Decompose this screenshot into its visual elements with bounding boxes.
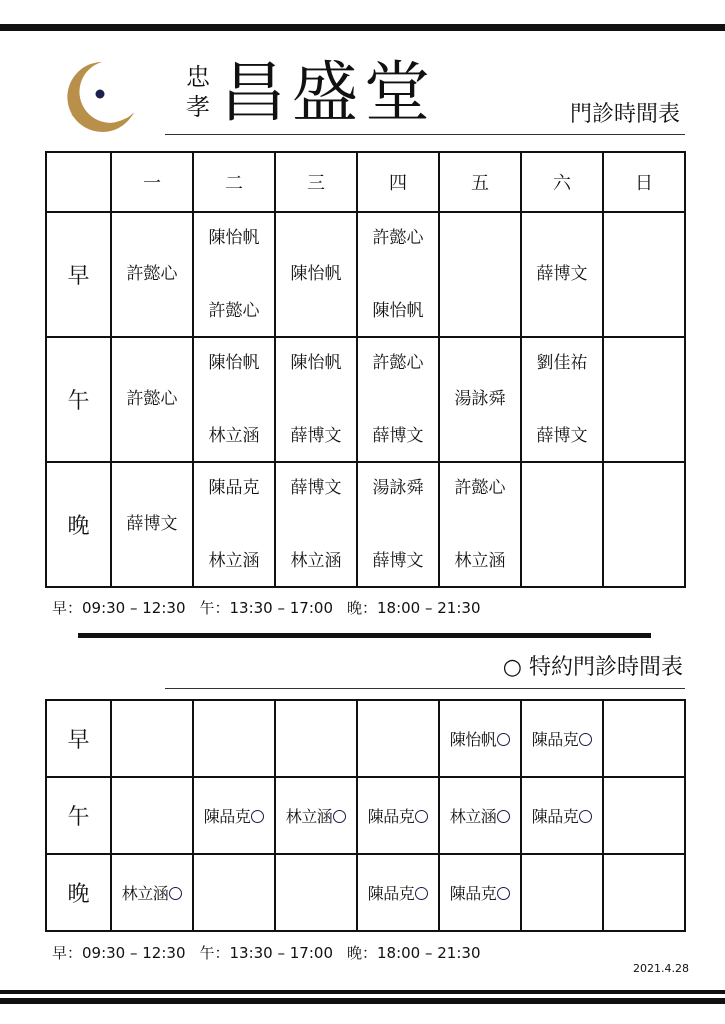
- doctor-name: 許懿心: [126, 264, 178, 284]
- brand-name: 昌盛堂: [220, 54, 436, 131]
- schedule-cell: [275, 212, 357, 337]
- special-cell: [275, 777, 357, 854]
- doctor-name: 陳怡帆: [208, 353, 260, 373]
- regular-hours-note: 早：09:30 – 12:30 午：13:30 – 17:00 晚：18:00 – 21:30: [52, 599, 481, 617]
- bottom-border-bar-2: [0, 998, 725, 1004]
- session-label: 早: [46, 212, 111, 337]
- doctor-name: 林立涵: [285, 807, 333, 826]
- special-cell: [521, 777, 603, 854]
- doctor-name: 許懿心: [208, 301, 260, 321]
- special-cell: [439, 777, 521, 854]
- special-cell: [193, 854, 275, 931]
- day-header: 三: [275, 152, 357, 212]
- day-header: 日: [603, 152, 685, 212]
- clinic-logo: [60, 56, 144, 140]
- doctor-name: 陳品克: [208, 478, 260, 498]
- schedule-cell: [111, 462, 193, 587]
- special-header-underline: [165, 688, 685, 689]
- circle-marker-icon: [497, 810, 510, 823]
- schedule-cell: [111, 337, 193, 462]
- special-cell: [439, 854, 521, 931]
- schedule-cell: [439, 212, 521, 337]
- circle-marker-icon: [415, 887, 428, 900]
- session-label: 晚: [46, 462, 111, 587]
- schedule-cell: [193, 337, 275, 462]
- schedule-cell: [603, 337, 685, 462]
- schedule-cell: [357, 337, 439, 462]
- schedule-cell: [357, 212, 439, 337]
- special-schedule-title: ○ 特約門診時間表: [502, 655, 683, 680]
- day-header: 四: [357, 152, 439, 212]
- circle-marker-icon: [497, 887, 510, 900]
- doctor-name: 林立涵: [449, 807, 497, 826]
- doctor-name: 薛博文: [290, 478, 342, 498]
- circle-marker-icon: [415, 810, 428, 823]
- doctor-name: 劉佳祐: [536, 353, 588, 373]
- doctor-name: 陳怡帆: [290, 353, 342, 373]
- special-cell: [111, 777, 193, 854]
- special-cell: [439, 700, 521, 777]
- special-row: [46, 854, 685, 931]
- session-label: 午: [46, 777, 111, 854]
- top-border-bar: [0, 24, 725, 31]
- schedule-cell: [521, 462, 603, 587]
- special-doctor: [450, 730, 511, 749]
- section-divider: [78, 633, 651, 638]
- circle-marker-icon: [579, 810, 592, 823]
- doctor-name: 林立涵: [208, 551, 260, 571]
- special-hours-note: 早：09:30 – 12:30 午：13:30 – 17:00 晚：18:00 – 21:30: [52, 944, 481, 962]
- schedule-row: [46, 462, 685, 587]
- schedule-cell: [111, 212, 193, 337]
- schedule-cell: [275, 337, 357, 462]
- header-underline: [165, 134, 685, 135]
- special-cell: [111, 700, 193, 777]
- session-label: 早: [46, 700, 111, 777]
- schedule-cell: [603, 462, 685, 587]
- special-doctor: [532, 730, 593, 749]
- regular-schedule-title: 門診時間表: [569, 102, 680, 127]
- schedule-cell: [193, 462, 275, 587]
- doctor-name: 許懿心: [372, 228, 424, 248]
- day-header: 二: [193, 152, 275, 212]
- doctor-name: 陳品克: [449, 884, 497, 903]
- special-cell: [521, 700, 603, 777]
- doctor-name: 許懿心: [126, 389, 178, 409]
- special-doctor: [122, 884, 183, 903]
- doctor-name: 湯詠舜: [372, 478, 424, 498]
- doctor-name: 林立涵: [290, 551, 342, 571]
- special-cell: [521, 854, 603, 931]
- special-cell: [193, 700, 275, 777]
- special-cell: [111, 854, 193, 931]
- schedule-row: [46, 337, 685, 462]
- doctor-name: 薛博文: [536, 264, 588, 284]
- special-cell: [357, 777, 439, 854]
- schedule-row: [46, 212, 685, 337]
- circle-marker-icon: [169, 887, 182, 900]
- day-header: 六: [521, 152, 603, 212]
- circle-marker-icon: [579, 733, 592, 746]
- doctor-name: 薛博文: [536, 426, 588, 446]
- special-row: [46, 777, 685, 854]
- doctor-name: 湯詠舜: [454, 389, 506, 409]
- special-cell: [357, 700, 439, 777]
- circle-marker-icon: [333, 810, 346, 823]
- special-doctor: [450, 807, 511, 826]
- doctor-name: 許懿心: [454, 478, 506, 498]
- issue-date: 2021.4.28: [633, 962, 689, 975]
- day-header: 一: [111, 152, 193, 212]
- schedule-cell: [521, 337, 603, 462]
- doctor-name: 陳怡帆: [290, 264, 342, 284]
- day-header-row: [46, 152, 685, 212]
- brand-prefix: 忠 孝: [186, 63, 210, 121]
- special-cell: [275, 854, 357, 931]
- schedule-cell: [603, 212, 685, 337]
- special-cell: [603, 854, 685, 931]
- special-doctor: [450, 884, 511, 903]
- special-schedule-table: [45, 699, 686, 932]
- session-label: 晚: [46, 854, 111, 931]
- special-cell: [357, 854, 439, 931]
- corner-cell: [46, 152, 111, 212]
- doctor-name: 林立涵: [208, 426, 260, 446]
- doctor-name: 陳品克: [531, 730, 579, 749]
- special-doctor: [368, 807, 429, 826]
- special-cell: [603, 700, 685, 777]
- doctor-name: 薛博文: [372, 551, 424, 571]
- session-label: 午: [46, 337, 111, 462]
- doctor-name: 陳怡帆: [208, 228, 260, 248]
- doctor-name: 薛博文: [290, 426, 342, 446]
- doctor-name: 陳品克: [367, 884, 415, 903]
- schedule-cell: [439, 337, 521, 462]
- doctor-name: 薛博文: [126, 514, 178, 534]
- circle-marker-icon: [497, 733, 510, 746]
- schedule-cell: [521, 212, 603, 337]
- doctor-name: 許懿心: [372, 353, 424, 373]
- circle-marker-icon: [251, 810, 264, 823]
- bottom-border-bar-1: [0, 990, 725, 994]
- special-cell: [603, 777, 685, 854]
- special-row: [46, 700, 685, 777]
- doctor-name: 陳怡帆: [449, 730, 497, 749]
- schedule-cell: [357, 462, 439, 587]
- special-doctor: [368, 884, 429, 903]
- doctor-name: 陳品克: [367, 807, 415, 826]
- schedule-cell: [193, 212, 275, 337]
- special-cell: [275, 700, 357, 777]
- schedule-cell: [275, 462, 357, 587]
- doctor-name: 陳品克: [203, 807, 251, 826]
- regular-schedule-table: [45, 151, 686, 588]
- schedule-cell: [439, 462, 521, 587]
- special-doctor: [204, 807, 265, 826]
- special-doctor: [532, 807, 593, 826]
- doctor-name: 林立涵: [454, 551, 506, 571]
- doctor-name: 薛博文: [372, 426, 424, 446]
- doctor-name: 陳品克: [531, 807, 579, 826]
- doctor-name: 林立涵: [121, 884, 169, 903]
- day-header: 五: [439, 152, 521, 212]
- doctor-name: 陳怡帆: [372, 301, 424, 321]
- logo-dot: [96, 90, 105, 99]
- special-doctor: [286, 807, 347, 826]
- special-cell: [193, 777, 275, 854]
